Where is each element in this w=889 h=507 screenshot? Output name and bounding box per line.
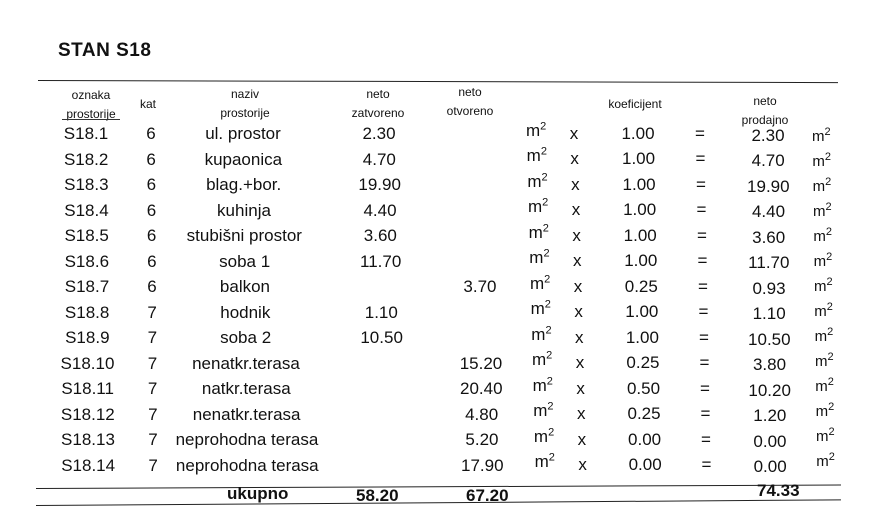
times-sign: x xyxy=(571,174,580,194)
unit-exponent: 2 xyxy=(828,401,835,414)
cell-prodajno: 10.20 xyxy=(748,380,791,400)
equals-sign: = xyxy=(698,327,709,347)
cell-oznaka: S18.14 xyxy=(61,455,116,475)
equals-sign: = xyxy=(695,149,706,169)
cell-oznaka: S18.7 xyxy=(64,277,110,297)
unit-m2-trailing xyxy=(815,378,834,395)
times-sign: x xyxy=(571,200,581,220)
unit-exponent: 2 xyxy=(542,222,549,235)
unit-m2-trailing xyxy=(813,178,832,195)
unit-exponent: 2 xyxy=(825,201,832,214)
cell-koeficijent: 1.00 xyxy=(623,200,657,220)
times-sign: x xyxy=(578,455,587,475)
equals-sign: = xyxy=(699,378,710,398)
unit-m2-trailing xyxy=(816,453,835,470)
unit-m: m xyxy=(533,401,548,421)
unit-exponent: 2 xyxy=(825,226,832,239)
cell-koeficijent: 1.00 xyxy=(623,225,657,245)
cell-naziv: hodnik xyxy=(220,302,271,322)
cell-oznaka: S18.3 xyxy=(64,175,109,195)
unit-exponent: 2 xyxy=(540,120,547,133)
unit-m: m xyxy=(530,299,545,319)
cell-oznaka: S18.10 xyxy=(60,353,115,373)
unit-m: m xyxy=(815,428,829,446)
cell-naziv: natkr.terasa xyxy=(201,379,291,399)
unit-m2-trailing xyxy=(815,328,834,345)
unit-m2-trailing xyxy=(816,403,835,420)
header-naziv xyxy=(205,85,285,123)
unit-m: m xyxy=(534,452,549,472)
unit-m2-trailing xyxy=(815,353,834,370)
cell-zatvoreno: 4.40 xyxy=(363,200,397,220)
cell-otvoreno: 20.40 xyxy=(460,379,503,399)
cell-prodajno: 11.70 xyxy=(748,253,790,273)
cell-kat: 6 xyxy=(147,251,157,271)
cell-otvoreno: 4.80 xyxy=(465,404,499,424)
unit-m: m xyxy=(812,203,826,221)
unit-exponent: 2 xyxy=(544,298,551,311)
cell-kat: 7 xyxy=(147,379,158,399)
cell-naziv: balkon xyxy=(219,277,271,297)
unit-m2-trailing xyxy=(816,428,835,445)
unit-exponent: 2 xyxy=(826,251,833,264)
cell-prodajno: 4.40 xyxy=(751,202,786,222)
total-otvoreno: 67.20 xyxy=(466,486,509,505)
times-sign: x xyxy=(576,378,585,398)
cell-prodajno: 3.60 xyxy=(752,227,786,247)
times-sign: x xyxy=(575,327,584,347)
unit-exponent: 2 xyxy=(828,451,835,464)
total-zatvoreno: 58.20 xyxy=(356,486,399,505)
cell-prodajno: 0.00 xyxy=(753,431,787,451)
equals-sign: = xyxy=(698,276,708,296)
cell-naziv: blag.+bor. xyxy=(206,175,282,195)
unit-exponent: 2 xyxy=(825,176,832,189)
cell-naziv: nenatkr.terasa xyxy=(192,404,301,424)
times-sign: x xyxy=(577,404,586,424)
cell-koeficijent: 0.25 xyxy=(624,276,658,296)
cell-kat: 7 xyxy=(148,404,158,424)
equals-sign: = xyxy=(698,302,709,322)
cell-prodajno: 4.70 xyxy=(751,151,785,171)
times-sign: x xyxy=(575,353,585,373)
unit-exponent: 2 xyxy=(824,151,831,164)
cell-naziv: nenatkr.terasa xyxy=(192,353,300,373)
unit-m: m xyxy=(533,426,549,446)
cell-oznaka: S18.11 xyxy=(61,379,114,399)
cell-kat: 6 xyxy=(147,277,157,297)
cell-oznaka: S18.5 xyxy=(64,226,109,246)
cell-naziv: kuhinja xyxy=(217,200,271,220)
equals-sign: = xyxy=(700,404,711,424)
unit-exponent: 2 xyxy=(547,400,554,413)
cell-prodajno: 1.10 xyxy=(752,304,786,324)
cell-zatvoreno: 3.60 xyxy=(363,226,397,246)
equals-sign: = xyxy=(697,251,708,271)
header-underline xyxy=(62,119,120,120)
unit-m: m xyxy=(526,121,541,140)
equals-sign: = xyxy=(697,225,707,245)
cell-kat: 6 xyxy=(146,226,157,246)
cell-koeficijent: 1.00 xyxy=(625,327,659,347)
cell-koeficijent: 0.50 xyxy=(626,378,661,398)
cell-kat: 6 xyxy=(146,200,157,220)
unit-m: m xyxy=(813,278,827,296)
cell-zatvoreno: 4.70 xyxy=(362,149,396,169)
unit-m: m xyxy=(815,378,828,396)
times-sign: x xyxy=(577,429,587,449)
unit-m2-trailing xyxy=(814,278,833,295)
cell-kat: 6 xyxy=(146,124,156,143)
times-sign: x xyxy=(573,276,583,296)
unit-exponent: 2 xyxy=(824,126,831,138)
unit-m2 xyxy=(526,121,546,141)
unit-exponent: 2 xyxy=(542,196,549,209)
header-neto-zatvoreno-line2: zatvoreno xyxy=(351,106,405,120)
unit-m: m xyxy=(814,303,827,321)
cell-zatvoreno: 10.50 xyxy=(360,328,403,348)
unit-m2 xyxy=(527,146,547,166)
unit-m: m xyxy=(527,197,543,217)
unit-m2 xyxy=(532,350,552,370)
unit-m2 xyxy=(530,274,550,294)
document-title: STAN S18 xyxy=(58,40,152,61)
unit-m: m xyxy=(814,353,828,371)
unit-exponent: 2 xyxy=(826,301,833,314)
unit-m2 xyxy=(534,427,554,447)
cell-kat: 6 xyxy=(146,175,157,195)
unit-m: m xyxy=(529,273,545,293)
unit-exponent: 2 xyxy=(827,351,834,364)
header-oznaka-line1: oznaka xyxy=(71,88,111,102)
total-label: ukupno xyxy=(227,484,289,503)
cell-koeficijent: 0.25 xyxy=(626,353,660,373)
unit-exponent: 2 xyxy=(827,376,834,389)
header-neto-prodajno-line2: prodajno xyxy=(741,113,789,127)
cell-naziv: stubišni prostor xyxy=(186,226,302,246)
unit-m2-trailing xyxy=(813,228,832,245)
header-neto-otvoreno xyxy=(430,83,510,121)
unit-m: m xyxy=(526,146,541,166)
unit-m: m xyxy=(527,171,542,191)
unit-exponent: 2 xyxy=(826,276,833,289)
header-neto-otvoreno-line2: otvoreno xyxy=(446,104,494,118)
header-neto-zatvoreno-line1: neto xyxy=(366,87,390,101)
total-rule-top xyxy=(36,484,841,489)
cell-otvoreno: 5.20 xyxy=(465,430,499,450)
unit-exponent: 2 xyxy=(544,273,551,286)
times-sign: x xyxy=(569,124,579,143)
cell-naziv: ul. prostor xyxy=(205,124,281,143)
cell-koeficijent: 1.00 xyxy=(621,124,655,143)
cell-zatvoreno: 1.10 xyxy=(364,302,398,322)
unit-m: m xyxy=(531,350,547,370)
unit-m2 xyxy=(529,223,549,243)
cell-oznaka: S18.4 xyxy=(64,200,109,220)
unit-exponent: 2 xyxy=(546,375,553,388)
unit-exponent: 2 xyxy=(541,171,548,184)
unit-m: m xyxy=(532,375,547,395)
total-rule-bottom xyxy=(36,499,841,506)
unit-m2 xyxy=(535,452,555,472)
unit-m2-trailing xyxy=(814,253,833,270)
cell-koeficijent: 0.00 xyxy=(628,429,662,449)
times-sign: x xyxy=(570,149,579,169)
unit-m: m xyxy=(812,153,825,171)
equals-sign: = xyxy=(701,455,712,475)
unit-m2 xyxy=(533,376,553,396)
cell-koeficijent: 1.00 xyxy=(622,149,656,169)
cell-prodajno: 0.00 xyxy=(753,457,787,477)
header-kat: kat xyxy=(139,97,156,111)
unit-m: m xyxy=(812,128,825,145)
unit-m2-trailing xyxy=(812,128,831,145)
unit-m: m xyxy=(531,324,546,344)
unit-m: m xyxy=(529,248,544,268)
cell-zatvoreno: 19.90 xyxy=(358,175,401,195)
cell-zatvoreno: 11.70 xyxy=(360,251,402,271)
cell-oznaka: S18.13 xyxy=(61,430,115,450)
unit-exponent: 2 xyxy=(546,349,553,362)
cell-prodajno: 2.30 xyxy=(751,126,785,145)
unit-m: m xyxy=(813,228,826,246)
unit-exponent: 2 xyxy=(548,451,555,464)
cell-kat: 7 xyxy=(148,430,158,450)
equals-sign: = xyxy=(695,124,705,143)
cell-kat: 7 xyxy=(147,302,157,322)
unit-m2 xyxy=(531,299,551,319)
equals-sign: = xyxy=(696,200,707,220)
cell-otvoreno: 3.70 xyxy=(463,277,497,297)
cell-oznaka: S18.2 xyxy=(63,149,109,169)
cell-kat: 6 xyxy=(146,149,156,169)
total-prodajno: 74.33 xyxy=(757,481,800,500)
cell-naziv: soba 2 xyxy=(220,328,272,348)
cell-koeficijent: 0.00 xyxy=(628,455,662,475)
header-neto-prodajno-line1: neto xyxy=(753,94,777,108)
unit-m: m xyxy=(815,403,829,421)
cell-oznaka: S18.8 xyxy=(64,302,110,322)
unit-m2-trailing xyxy=(814,303,833,320)
unit-m2 xyxy=(529,248,549,268)
cell-kat: 7 xyxy=(147,328,158,348)
cell-kat: 7 xyxy=(147,353,158,373)
unit-m2 xyxy=(531,325,551,345)
unit-m2-trailing xyxy=(812,153,831,170)
times-sign: x xyxy=(572,225,581,245)
unit-m: m xyxy=(528,222,543,242)
times-sign: x xyxy=(574,302,583,322)
header-neto-zatvoreno xyxy=(338,85,418,123)
cell-oznaka: S18.1 xyxy=(63,124,109,143)
unit-m: m xyxy=(813,253,827,271)
unit-m2 xyxy=(527,172,547,192)
cell-koeficijent: 1.00 xyxy=(622,174,656,194)
unit-m2-trailing xyxy=(813,203,832,220)
unit-exponent: 2 xyxy=(548,426,555,439)
header-naziv-line1: naziv xyxy=(230,87,259,101)
unit-m2 xyxy=(528,197,548,217)
header-naziv-line2: prostorije xyxy=(220,106,270,120)
cell-oznaka: S18.12 xyxy=(60,404,115,424)
header-koeficijent: koeficijent xyxy=(608,97,662,111)
cell-naziv: neprohodna terasa xyxy=(175,430,319,450)
times-sign: x xyxy=(573,251,582,271)
cell-otvoreno: 17.90 xyxy=(461,455,504,475)
unit-m: m xyxy=(816,453,829,471)
header-neto-prodajno xyxy=(725,92,805,130)
equals-sign: = xyxy=(699,353,710,373)
cell-naziv: kupaonica xyxy=(204,149,283,169)
unit-exponent: 2 xyxy=(540,145,547,158)
unit-exponent: 2 xyxy=(827,326,834,339)
cell-prodajno: 0.93 xyxy=(752,278,786,298)
unit-m: m xyxy=(812,178,826,196)
cell-prodajno: 10.50 xyxy=(748,329,791,349)
cell-koeficijent: 1.00 xyxy=(624,251,658,271)
header-oznaka-line2: prostorije xyxy=(66,107,116,121)
cell-zatvoreno: 2.30 xyxy=(362,124,396,143)
cell-prodajno: 1.20 xyxy=(753,406,787,426)
cell-prodajno: 3.80 xyxy=(752,355,787,375)
cell-oznaka: S18.6 xyxy=(64,251,110,271)
cell-prodajno: 19.90 xyxy=(747,176,790,196)
equals-sign: = xyxy=(700,429,711,449)
cell-koeficijent: 0.25 xyxy=(627,404,661,424)
unit-exponent: 2 xyxy=(543,247,550,260)
cell-koeficijent: 1.00 xyxy=(625,302,659,322)
unit-exponent: 2 xyxy=(545,324,552,337)
header-neto-otvoreno-line1: neto xyxy=(458,85,482,99)
equals-sign: = xyxy=(696,174,706,194)
unit-m2 xyxy=(533,401,553,421)
cell-kat: 7 xyxy=(148,455,158,475)
unit-m: m xyxy=(814,328,828,346)
cell-otvoreno: 15.20 xyxy=(459,353,503,373)
cell-naziv: soba 1 xyxy=(219,251,271,271)
unit-exponent: 2 xyxy=(828,426,835,439)
cell-naziv: neprohodna terasa xyxy=(175,455,319,475)
cell-oznaka: S18.9 xyxy=(65,328,110,348)
